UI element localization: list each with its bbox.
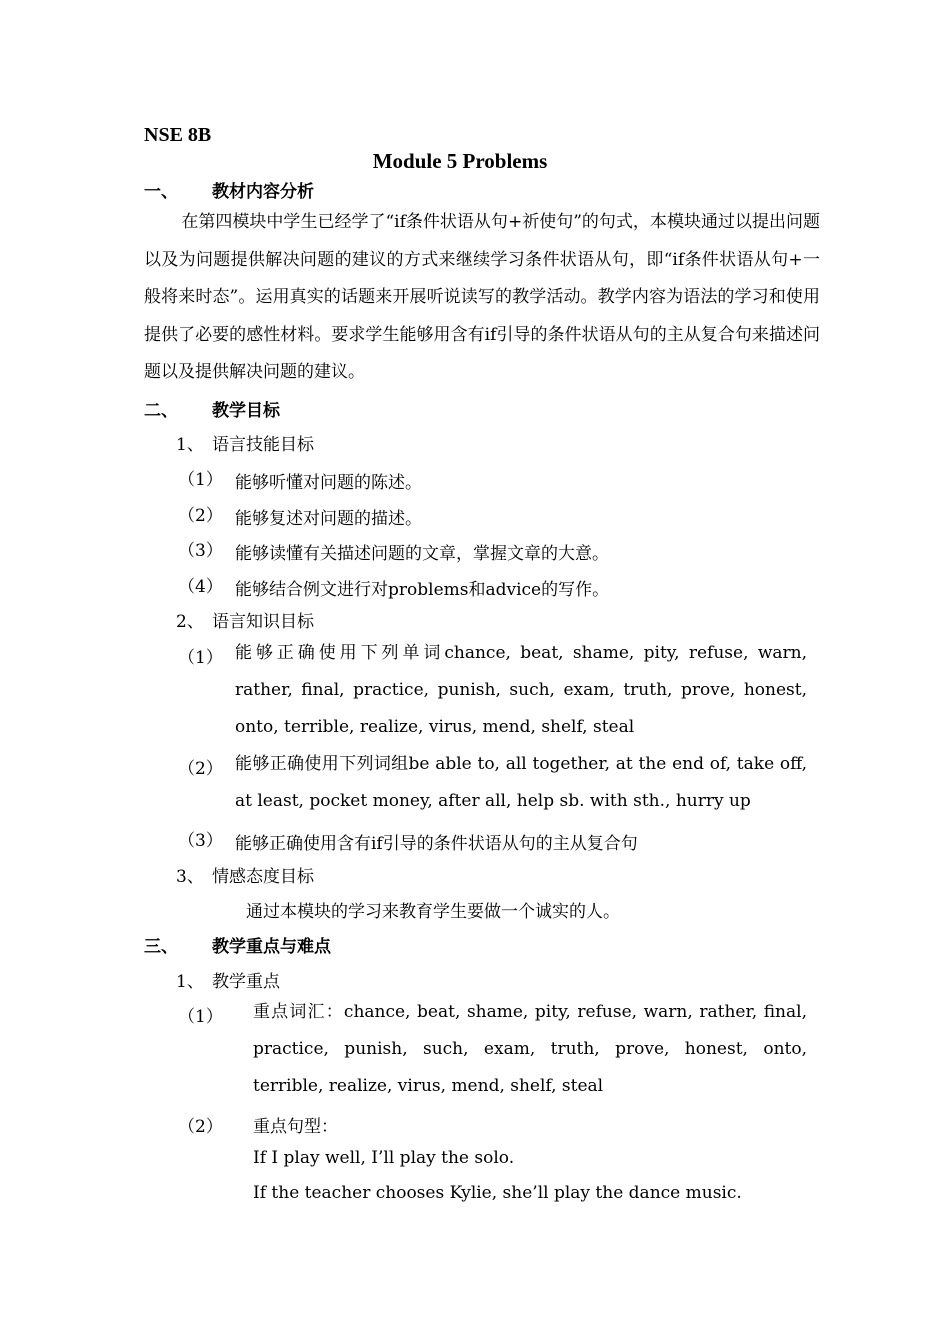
analysis-text: 在第四模块中学生已经学了“if条件状语从句+祈使句”的句式，本模块通过以提出问题以及为问题提供解决问题的建议的方式来继续学习条件状语从句，即“if条件状语从句+一般将来时态”。运用真实的话题来开展听说读写的教学活动。教学内容为语法的学习和使用提供了必要的感性材料。要求学生能够用含有if引导的条件状语从句的主从复合句来描述问题以及提供解决问题的建议。 [144,212,820,382]
skill-item-2-text: 能够复述对问题的描述。 [235,509,422,529]
subsection-2-1-title: 语言技能目标 [212,435,314,455]
skill-item-1-text: 能够听懂对问题的陈述。 [235,473,422,493]
subsection-3-1-title: 教学重点 [212,972,280,992]
attitude-text: 通过本模块的学习来教育学生要做一个诚实的人。 [246,902,620,922]
knowledge-item-1-number: （1） [178,648,223,668]
key-sentence-2: If the teacher chooses Kylie, she’ll play the dance music. [253,1183,742,1203]
key-item-2-number: （2） [178,1117,223,1137]
key-item-1-text: 重点词汇：chance, beat, shame, pity, refuse, warn, rather, final, practice, punish, such, exam, truth, prove, honest, onto, terrible, realize, virus, mend, shelf, steal [253,1002,807,1096]
section-2-number: 二、 [144,401,178,421]
knowledge-item-3-text: 能够正确使用含有if引导的条件状语从句的主从复合句 [235,834,638,854]
course-label: NSE 8B [144,124,212,146]
skill-item-3-text: 能够读懂有关描述问题的文章，掌握文章的大意。 [235,544,609,564]
knowledge-item-2-number: （2） [178,759,223,779]
section-1-title: 教材内容分析 [212,182,314,202]
section-1-number: 一、 [144,182,178,202]
skill-item-1-number: （1） [178,470,223,490]
subsection-2-3-number: 3、 [176,867,204,887]
key-sentence-1: If I play well, I’ll play the solo. [253,1148,515,1168]
section-1-paragraph [144,204,820,392]
knowledge-item-3-number: （3） [178,831,223,851]
subsection-3-1-number: 1、 [176,972,204,992]
knowledge-item-2-text: 能够正确使用下列词组be able to, all together, at the end of, take off, at least, pocket money, after all, help sb. with sth., hurry up [235,754,807,811]
skill-item-4-text: 能够结合例文进行对problems和advice的写作。 [235,580,610,600]
key-item-1-number: （1） [178,1007,223,1027]
section-3-number: 三、 [144,937,178,957]
skill-item-2-number: （2） [178,506,223,526]
subsection-2-2-title: 语言知识目标 [212,612,314,632]
knowledge-item-1-text: 能够正确使用下列单词chance, beat, shame, pity, refuse, warn, rather, final, practice, punish, such, exam, truth, prove, honest, onto, terrible, realize, virus, mend, shelf, steal [235,643,807,737]
section-3-title: 教学重点与难点 [212,937,331,957]
section-2-title: 教学目标 [212,401,280,421]
subsection-2-3-title: 情感态度目标 [212,867,314,887]
skill-item-4-number: （4） [178,577,223,597]
key-item-2-text: 重点句型： [253,1117,338,1137]
skill-item-3-number: （3） [178,541,223,561]
subsection-2-1-number: 1、 [176,435,204,455]
module-title: Module 5 Problems [372,149,548,173]
subsection-2-2-number: 2、 [176,612,204,632]
